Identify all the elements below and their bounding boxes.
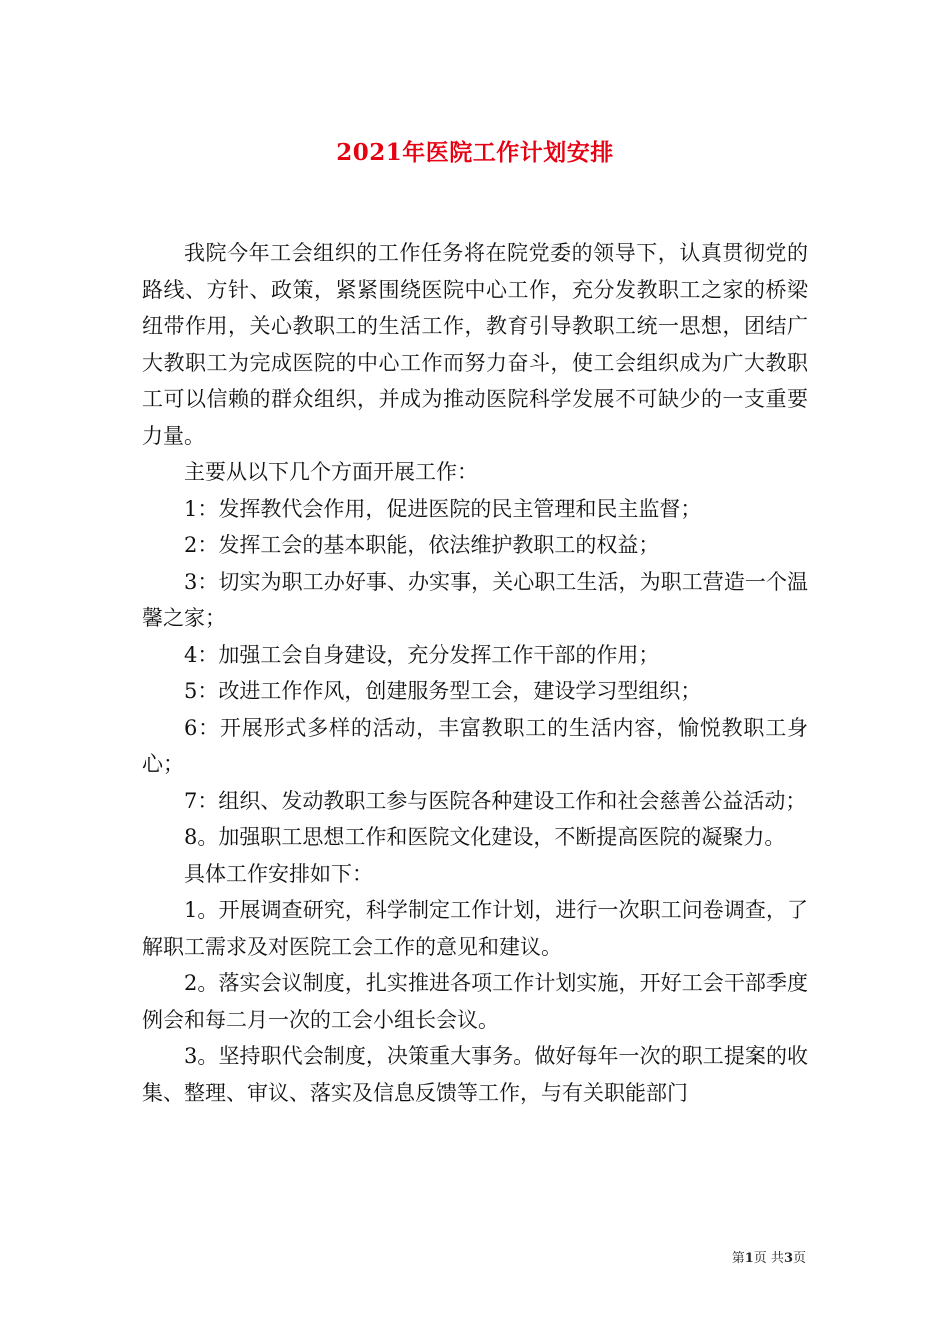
footer-prefix: 第 xyxy=(731,1251,745,1266)
paragraph-aspect-5: 5：改进工作作风，创建服务型工会，建设学习型组织； xyxy=(184,679,702,703)
footer-total-pages: 3 xyxy=(783,1251,793,1266)
footer-middle: 页 共 xyxy=(753,1251,784,1266)
document-body xyxy=(142,235,808,1111)
footer-current-page: 1 xyxy=(744,1251,754,1266)
paragraph-intro: 我院今年工会组织的工作任务将在院党委的领导下，认真贯彻党的路线、方针、政策，紧紧围绕医院中心工作，充分发教职工之家的桥梁纽带作用，关心教职工的生活工作，教育引导教职工统一思想，团结广大教职工为完成医院的中心工作而努力奋斗，使工会组织成为广大教职工可以信赖的群众组织，并成为推动医院科学发展不可缺少的一支重要力量。 xyxy=(142,241,808,448)
paragraph-aspect-8: 8。加强职工思想工作和医院文化建设，不断提高医院的凝聚力。 xyxy=(184,825,786,849)
paragraph-arrangement-heading: 具体工作安排如下： xyxy=(184,861,373,886)
paragraph-aspect-7: 7：组织、发动教职工参与医院各种建设工作和社会慈善公益活动； xyxy=(184,788,807,813)
paragraph-aspect-2: 2：发挥工会的基本职能，依法维护教职工的权益； xyxy=(184,533,660,557)
paragraph-aspect-4: 4：加强工会自身建设，充分发挥工作干部的作用； xyxy=(184,642,660,667)
page-number-footer xyxy=(732,1247,806,1266)
paragraph-aspect-1: 1：发挥教代会作用，促进医院的民主管理和民主监督； xyxy=(184,496,702,521)
paragraph-aspect-6: 6：开展形式多样的活动，丰富教职工的生活内容，愉悦教职工身心； xyxy=(142,715,808,776)
footer-suffix: 页 xyxy=(792,1251,806,1266)
paragraph-arrangement-1: 1。开展调查研究，科学制定工作计划，进行一次职工问卷调查，了解职工需求及对医院工会工作的意见和建议。 xyxy=(142,898,808,959)
paragraph-aspect-3: 3：切实为职工办好事、办实事，关心职工生活，为职工营造一个温馨之家； xyxy=(142,569,808,630)
paragraph-aspects-heading: 主要从以下几个方面开展工作： xyxy=(184,460,478,484)
paragraph-arrangement-3: 3。坚持职代会制度，决策重大事务。做好每年一次的职工提案的收集、整理、审议、落实及信息反馈等工作，与有关职能部门 xyxy=(142,1044,808,1105)
paragraph-arrangement-2: 2。落实会议制度，扎实推进各项工作计划实施，开好工会干部季度例会和每二月一次的工会小组长会议。 xyxy=(142,971,808,1032)
document-title: 2021年医院工作计划安排 xyxy=(336,139,614,166)
